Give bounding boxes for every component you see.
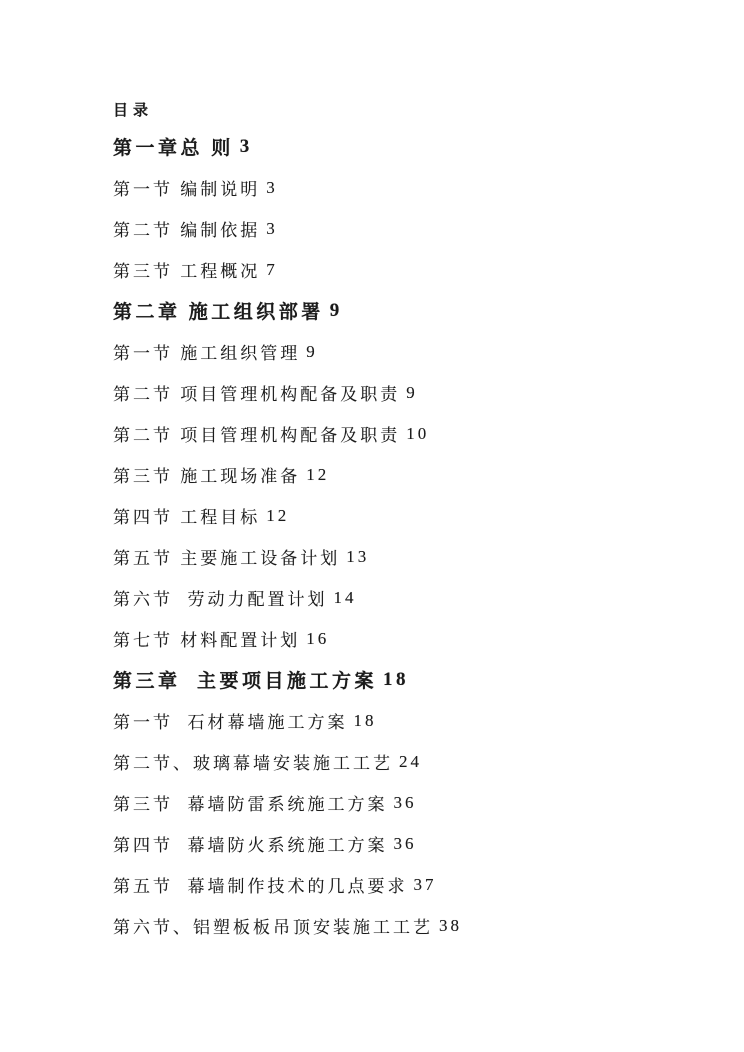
toc-entry-page: 12 <box>306 464 330 484</box>
toc-entry-label: 第三节 幕墙防雷系统施工方案 <box>113 795 388 814</box>
toc-entry-label: 第三节 工程概况 <box>113 262 261 281</box>
toc-entry-page: 9 <box>329 299 343 321</box>
toc-title: 目录 <box>113 102 154 119</box>
toc-entry-page: 3 <box>266 218 278 238</box>
toc-entry-label: 第三章 主要项目施工方案 <box>113 671 378 692</box>
toc-entry-label: 第二节 项目管理机构配备及职责 <box>113 385 401 404</box>
toc-entry-chapter-3 <box>113 659 704 700</box>
toc-entry-label: 第二节、玻璃幕墙安装施工工艺 <box>113 754 393 773</box>
toc-entry-page: 10 <box>406 423 430 443</box>
toc-entry-label: 第二节 编制依据 <box>113 221 261 240</box>
toc-entry <box>113 700 704 741</box>
toc-entry-label: 第三节 施工现场准备 <box>113 467 301 486</box>
toc-entry-page: 14 <box>333 587 357 607</box>
toc-entry-label: 第七节 材料配置计划 <box>113 631 301 650</box>
toc-entry-page: 9 <box>306 341 318 361</box>
toc-entry <box>113 782 704 823</box>
toc-entry-label: 第一节 施工组织管理 <box>113 344 301 363</box>
toc-entry <box>113 536 704 577</box>
toc-entry-page: 24 <box>399 751 422 771</box>
toc-entry <box>113 413 704 454</box>
toc-entry <box>113 208 704 249</box>
toc-entry-page: 38 <box>439 915 462 935</box>
toc-entry <box>113 372 704 413</box>
toc-entry <box>113 577 704 618</box>
toc-entry-page: 13 <box>346 546 370 566</box>
toc-entry-label: 第五节 幕墙制作技术的几点要求 <box>113 877 408 896</box>
toc-entry <box>113 905 704 946</box>
toc-entry <box>113 618 704 659</box>
toc-entry-label: 第四节 幕墙防火系统施工方案 <box>113 836 388 855</box>
toc-entry-page: 9 <box>406 382 418 402</box>
toc-entry <box>113 823 704 864</box>
toc-entry-page: 12 <box>266 505 290 525</box>
toc-entry-label: 第一节 石材幕墙施工方案 <box>113 713 348 732</box>
toc-list <box>113 126 704 946</box>
toc-entry-page: 3 <box>239 135 253 157</box>
toc-entry-label: 第二节 项目管理机构配备及职责 <box>113 426 401 445</box>
toc-entry-chapter-2 <box>113 290 704 331</box>
toc-entry-label: 第六节、铝塑板板吊顶安装施工工艺 <box>113 918 433 937</box>
toc-entry <box>113 331 704 372</box>
toc-entry-label: 第五节 主要施工设备计划 <box>113 549 341 568</box>
toc-entry-page: 36 <box>393 833 417 853</box>
toc-entry-page: 18 <box>353 710 377 730</box>
toc-entry-page: 18 <box>383 668 410 690</box>
toc-entry <box>113 454 704 495</box>
toc-entry-page: 36 <box>393 792 417 812</box>
toc-entry-page: 3 <box>266 177 278 197</box>
toc-entry <box>113 249 704 290</box>
toc-entry-chapter-1 <box>113 126 704 167</box>
toc-entry-page: 7 <box>266 259 278 279</box>
toc-entry-label: 第一节 编制说明 <box>113 180 261 199</box>
toc-entry <box>113 741 704 782</box>
toc-entry-label: 第一章总 则 <box>113 138 234 159</box>
toc-entry-page: 37 <box>413 874 437 894</box>
toc-entry-page: 16 <box>306 628 330 648</box>
toc-entry-label: 第四节 工程目标 <box>113 508 261 527</box>
toc-entry <box>113 495 704 536</box>
toc-entry <box>113 864 704 905</box>
toc-entry <box>113 167 704 208</box>
toc-entry-label: 第二章 施工组织部署 <box>113 302 324 323</box>
toc-entry-label: 第六节 劳动力配置计划 <box>113 590 328 609</box>
